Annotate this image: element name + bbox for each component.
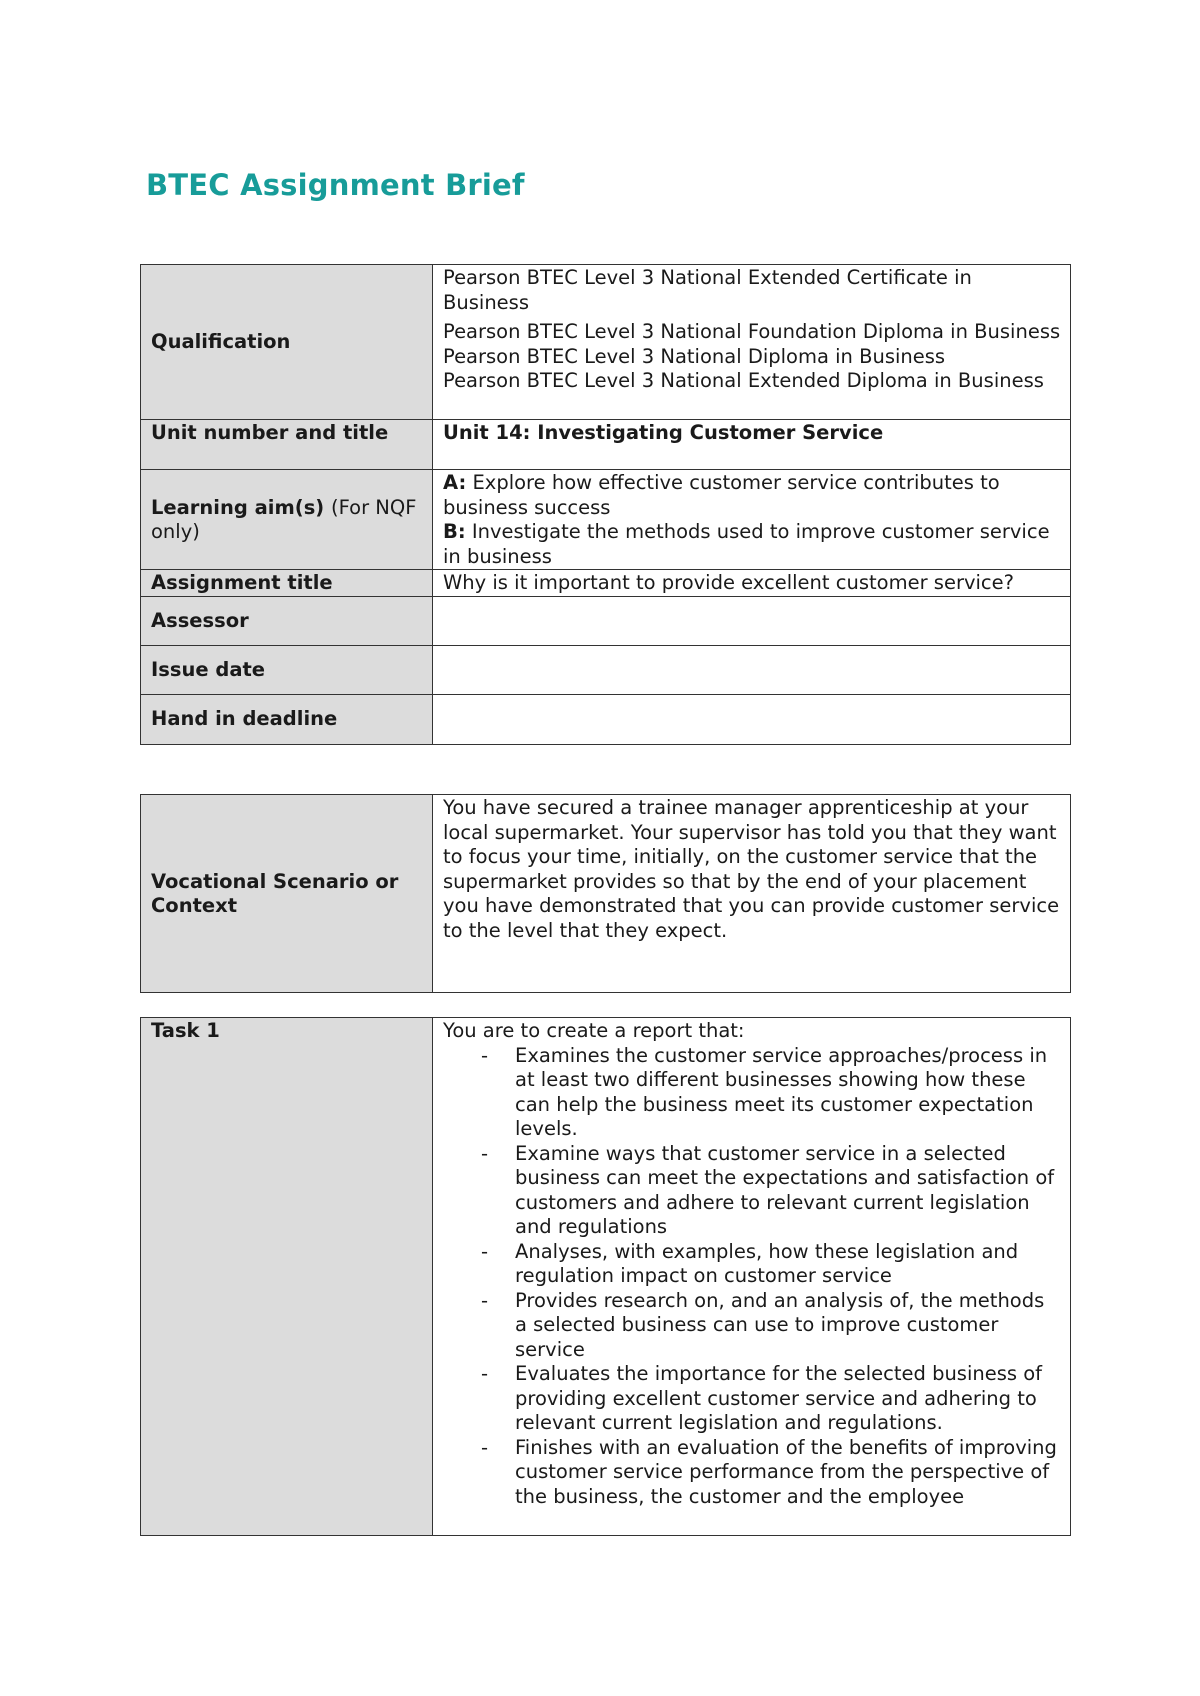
learning-aim-a (443, 471, 1061, 520)
learning-aims-row (141, 470, 1071, 570)
learning-aim-text: Investigate the methods used to improve customer service in business (443, 520, 1050, 568)
issue-date-row (141, 645, 1071, 694)
page-title: BTEC Assignment Brief (146, 168, 525, 202)
scenario-table (140, 794, 1071, 993)
issue-date-label: Issue date (141, 645, 433, 694)
task-1-item: - Evaluates the importance for the selected business of providing excellent customer service and adhering to relevant current legislation and regulations. (481, 1362, 1061, 1436)
task-1-content (433, 1018, 1071, 1536)
unit-label: Unit number and title (141, 420, 433, 470)
assignment-title-row (141, 570, 1071, 597)
task-1-item: - Finishes with an evaluation of the benefits of improving customer service performance from the perspective of the business, the customer and the employee (481, 1436, 1061, 1510)
scenario-label: Vocational Scenario or Context (141, 795, 433, 993)
assessor-row (141, 596, 1071, 645)
qualification-row (141, 265, 1071, 420)
learning-aim-letter: B: (443, 520, 466, 543)
scenario-row (141, 795, 1071, 993)
assignment-title-value: Why is it important to provide excellent customer service? (433, 570, 1071, 597)
task-1-intro: You are to create a report that: (443, 1019, 745, 1042)
unit-row (141, 420, 1071, 470)
task-1-row (141, 1018, 1071, 1536)
issue-date-value (433, 645, 1071, 694)
task-1-item: - Examines the customer service approaches/process in at least two different businesses showing how these can help the business meet its customer expectation levels. (481, 1044, 1061, 1142)
assignment-summary-table (140, 264, 1071, 745)
qualification-line: Pearson BTEC Level 3 National Foundation Diploma in Business (443, 320, 1061, 343)
scenario-text: You have secured a trainee manager apprenticeship at your local supermarket. Your supervisor has told you that they want to focus your time, initially, on the customer service that the supermarket provides so that by the end of your placement you have demonstrated that you can provide customer service to the level that they expect. (433, 795, 1071, 993)
qualification-line: Pearson BTEC Level 3 National Extended Certificate in Business (443, 266, 972, 314)
learning-aims-label (141, 470, 433, 570)
deadline-label: Hand in deadline (141, 694, 433, 744)
task-table (140, 1017, 1071, 1536)
learning-aim-b (443, 520, 1061, 569)
qualification-line: Pearson BTEC Level 3 National Diploma in Business (443, 344, 946, 368)
task-1-item: - Examine ways that customer service in a selected business can meet the expectations and satisfaction of customers and adhere to relevant current legislation and regulations (481, 1142, 1061, 1240)
task-1-list (443, 1044, 1061, 1510)
learning-aim-letter: A: (443, 471, 467, 494)
assessor-label: Assessor (141, 596, 433, 645)
qualification-value (433, 265, 1071, 420)
task-1-item: - Analyses, with examples, how these legislation and regulation impact on customer service (481, 1240, 1061, 1289)
deadline-row (141, 694, 1071, 744)
assessor-value (433, 596, 1071, 645)
task-1-item: - Provides research on, and an analysis of, the methods a selected business can use to improve customer service (481, 1289, 1061, 1363)
learning-aim-text: Explore how effective customer service contributes to business success (443, 471, 1000, 519)
learning-aims-label-note: (For NQF only) (151, 495, 417, 543)
unit-value: Unit 14: Investigating Customer Service (433, 420, 1071, 470)
qualification-label: Qualification (141, 265, 433, 420)
assignment-title-label: Assignment title (141, 570, 433, 597)
deadline-value (433, 694, 1071, 744)
learning-aims-value (433, 470, 1071, 570)
learning-aims-label-text: Learning aim(s) (151, 495, 325, 519)
task-1-label: Task 1 (141, 1018, 433, 1536)
qualification-line: Pearson BTEC Level 3 National Extended Diploma in Business (443, 369, 1044, 392)
